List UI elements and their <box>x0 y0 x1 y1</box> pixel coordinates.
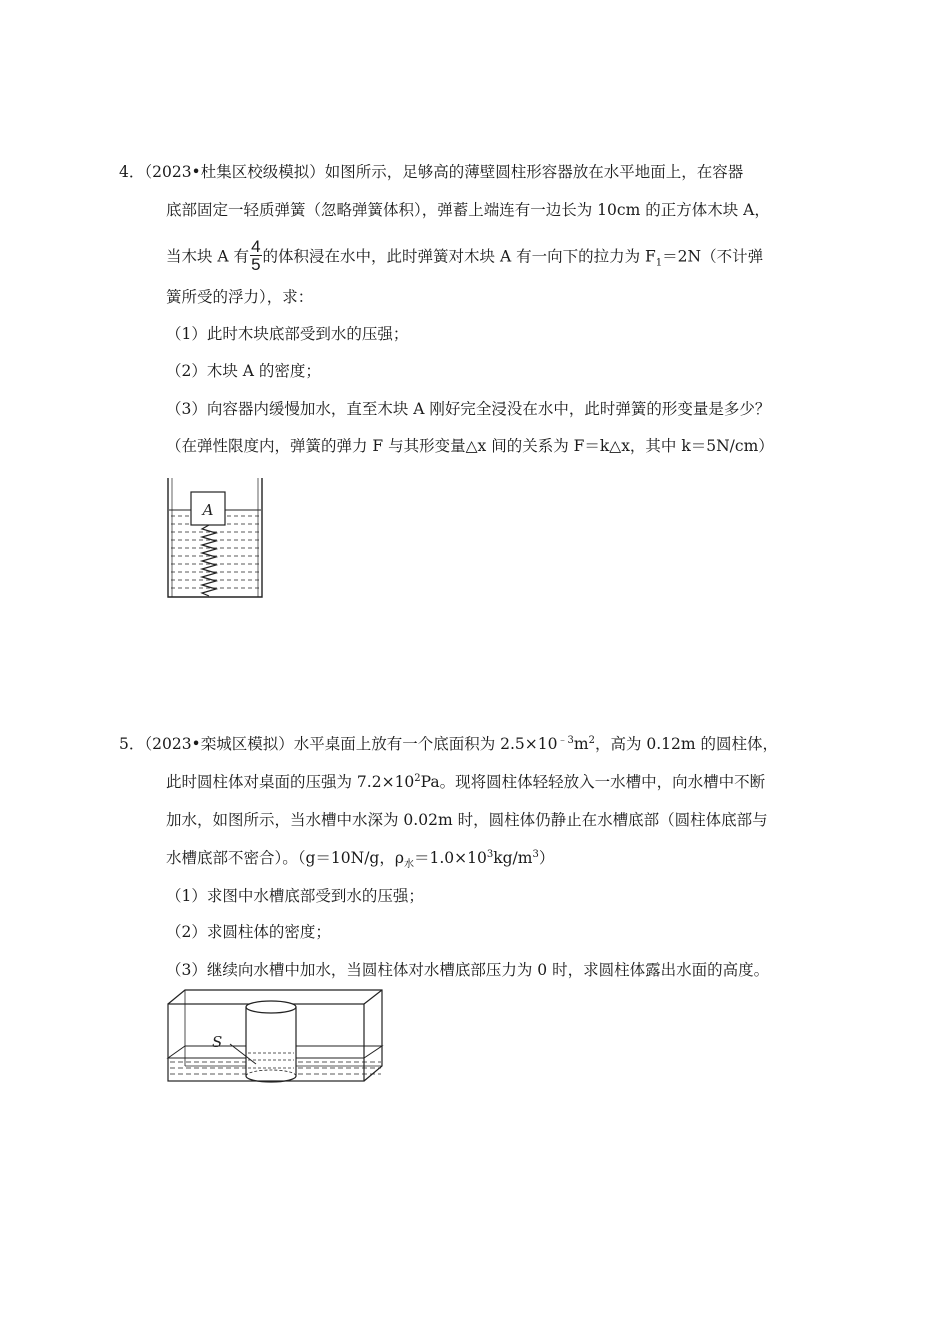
p5-line1-mid: m <box>573 735 589 753</box>
fraction-four-fifths <box>250 238 261 273</box>
p5-line1 <box>119 734 778 754</box>
fraction-numerator: 4 <box>251 237 261 256</box>
p5-line4-sup2: 3 <box>532 848 539 860</box>
p5-line4-sub: 水 <box>403 859 414 871</box>
p4-figure-container-spring <box>166 478 266 600</box>
p4-q3: （3）向容器内缓慢加水，直至木块 A 刚好完全浸没在水中，此时弹簧的形变量是多少？ <box>166 400 771 418</box>
p5-q1: （1）求图中水槽底部受到水的压强； <box>166 887 424 905</box>
p5-line1-sup2: 2 <box>588 734 595 746</box>
cylinder <box>246 1001 296 1082</box>
p4-q2: （2）木块 A 的密度； <box>166 362 321 380</box>
p5-line4-mid: ＝1.0×10 <box>413 849 487 867</box>
p4-line4: 簧所受的浮力），求： <box>166 288 314 306</box>
p4-line3-sub: 1 <box>655 257 663 269</box>
p4-note: （在弹性限度内，弹簧的弹力 F 与其形变量△x 间的关系为 F＝k△x，其中 k＝5N/cm） <box>166 437 774 455</box>
p5-line4-mid2: kg/m <box>493 849 533 867</box>
p5-line2 <box>166 772 765 792</box>
p5-line1-sup1: ﹣3 <box>557 734 574 746</box>
p4-line3-pre: 当木块 A 有 <box>166 247 250 266</box>
spring <box>202 525 216 596</box>
p5-line2-post: Pa。现将圆柱体轻轻放入一水槽中，向水槽中不断 <box>420 773 766 791</box>
p5-line4-post: ） <box>538 849 555 867</box>
p5-line1-pre: 5．（2023•栾城区模拟）水平桌面上放有一个底面积为 2.5×10 <box>119 735 558 753</box>
p4-line3-mid: 的体积浸在水中，此时弹簧对木块 A 有一向下的拉力为 F <box>262 247 656 266</box>
p5-line1-post: ，高为 0.12m 的圆柱体， <box>594 735 779 753</box>
p5-line4 <box>166 848 555 871</box>
p5-q2: （2）求圆柱体的密度； <box>166 923 331 941</box>
block-a-label: A <box>202 501 214 519</box>
s-label: S <box>212 1033 223 1051</box>
p4-line3 <box>166 237 764 275</box>
fraction-denominator: 5 <box>251 255 261 274</box>
p5-line4-pre: 水槽底部不密合）。（g＝10N/g，ρ <box>166 849 404 867</box>
p4-line2: 底部固定一轻质弹簧（忽略弹簧体积），弹蓄上端连有一边长为 10cm 的正方体木块 A， <box>166 201 770 219</box>
p4-line1: 4．（2023•杜集区校级模拟）如图所示，足够高的薄壁圆柱形容器放在水平地面上，在容器 <box>119 163 744 181</box>
p5-line4-sup1: 3 <box>486 848 494 860</box>
p5-q3: （3）继续向水槽中加水，当圆柱体对水槽底部压力为 0 时，求圆柱体露出水面的高度。 <box>166 961 770 979</box>
water-dashes <box>171 516 259 588</box>
p4-line3-post: ＝2N（不计弹 <box>662 247 764 266</box>
p5-figure-tank-cylinder <box>166 988 388 1086</box>
p4-q1: （1）此时木块底部受到水的压强； <box>166 325 409 343</box>
p5-line2-sup: 2 <box>414 772 421 784</box>
p5-line3: 加水，如图所示，当水槽中水深为 0.02m 时，圆柱体仍静止在水槽底部（圆柱体底部与 <box>166 811 768 829</box>
p5-line2-pre: 此时圆柱体对桌面的压强为 7.2×10 <box>166 773 415 791</box>
